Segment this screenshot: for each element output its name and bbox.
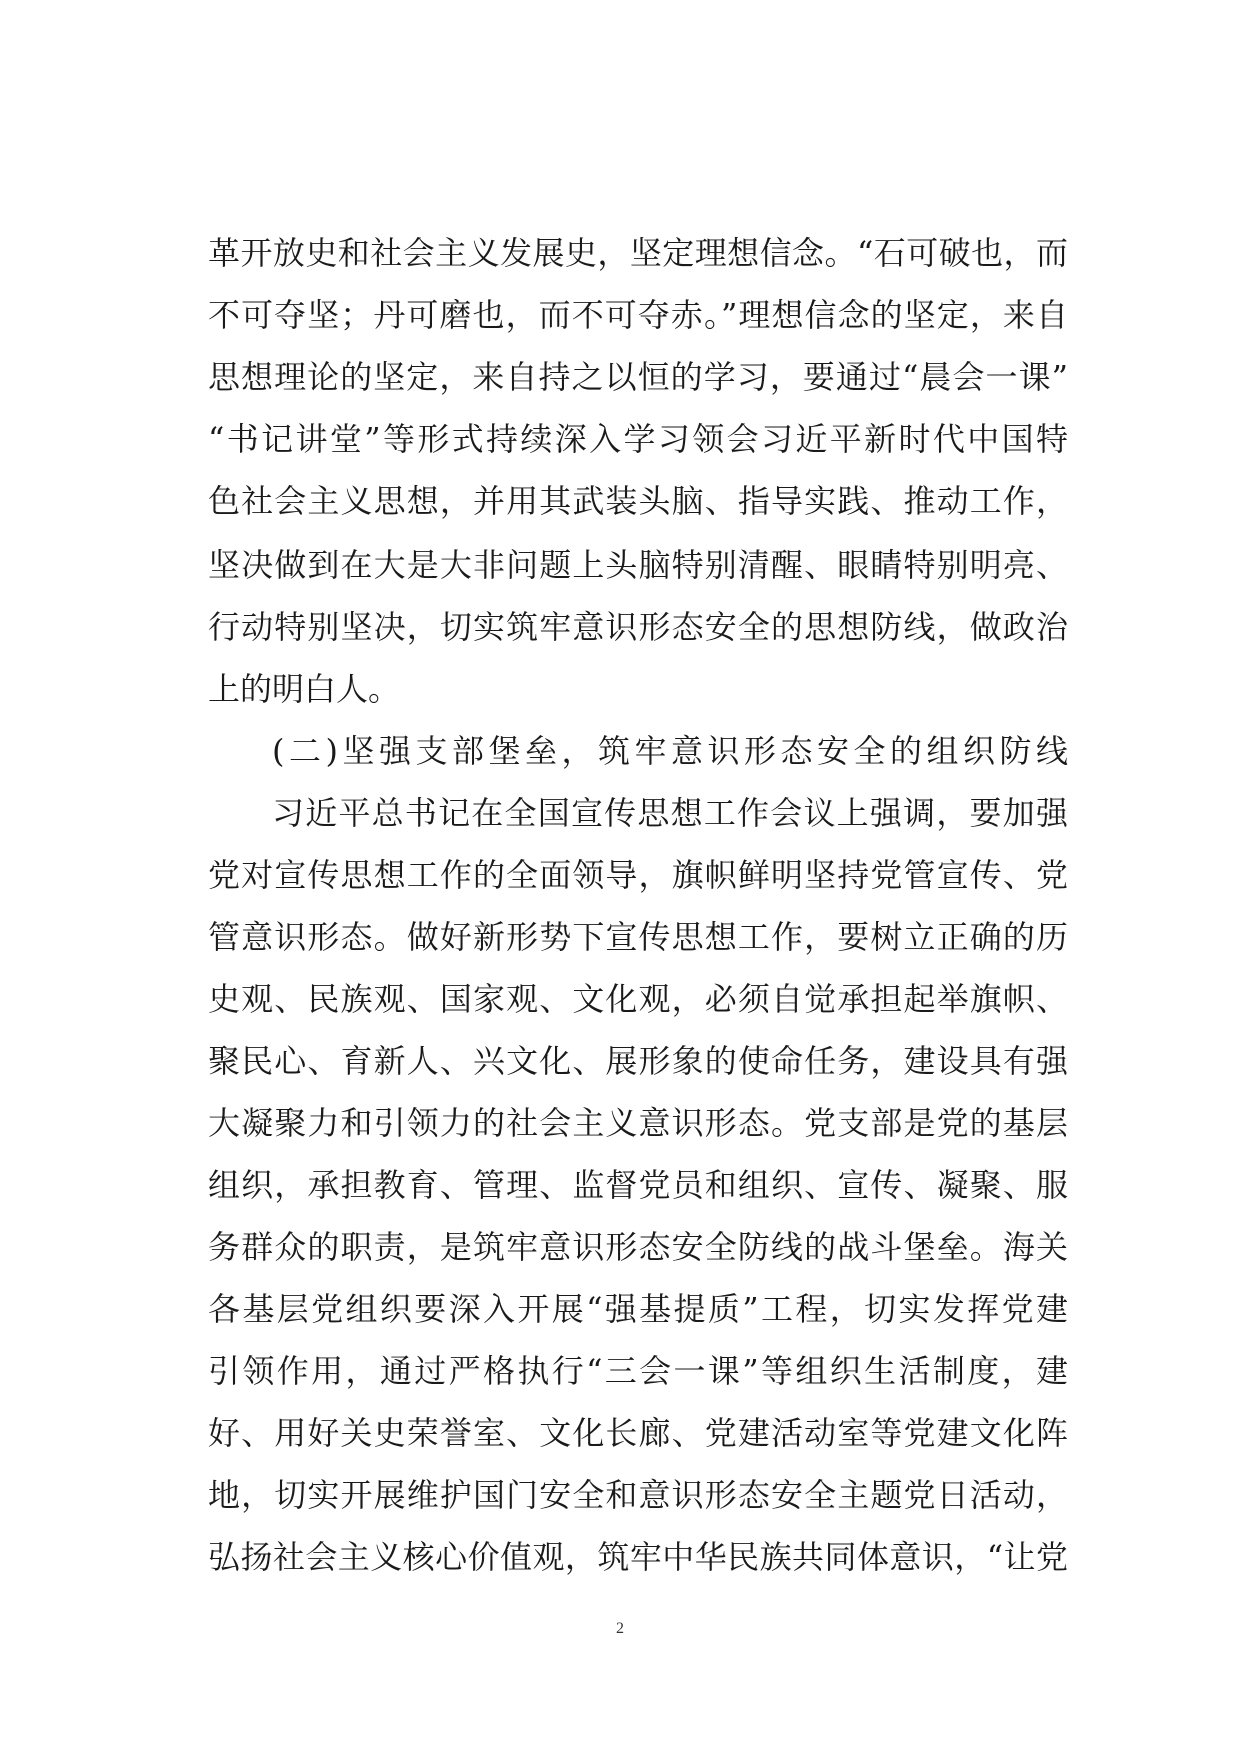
paragraph2-line-12: 地，切实开展维护国门安全和意识形态安全主题党日活动， bbox=[208, 1476, 1068, 1514]
paragraph2-line-2: 党对宣传思想工作的全面领导，旗帜鲜明坚持党管宣传、党 bbox=[208, 856, 1068, 894]
paragraph1-line-3: 思想理论的坚定，来自持之以恒的学习，要通过“晨会一课” bbox=[208, 358, 1068, 396]
paragraph2-line-4: 史观、民族观、国家观、文化观，必须自觉承担起举旗帜、 bbox=[208, 980, 1068, 1018]
paragraph2-line-1: 习近平总书记在全国宣传思想工作会议上强调，要加强 bbox=[272, 794, 1068, 832]
paragraph2-line-8: 务群众的职责，是筑牢意识形态安全防线的战斗堡垒。海关 bbox=[208, 1228, 1068, 1266]
paragraph2-line-11: 好、用好关史荣誉室、文化长廊、党建活动室等党建文化阵 bbox=[208, 1414, 1068, 1452]
paragraph2-line-9: 各基层党组织要深入开展“强基提质”工程，切实发挥党建 bbox=[208, 1290, 1068, 1328]
paragraph2-line-3: 管意识形态。做好新形势下宣传思想工作，要树立正确的历 bbox=[208, 918, 1068, 956]
section-heading: (二)坚强支部堡垒，筑牢意识形态安全的组织防线 bbox=[272, 732, 1068, 770]
paragraph1-line-8: 上的明白人。 bbox=[208, 670, 401, 708]
paragraph1-line-1: 革开放史和社会主义发展史，坚定理想信念。“石可破也，而 bbox=[208, 234, 1068, 272]
paragraph2-line-13: 弘扬社会主义核心价值观，筑牢中华民族共同体意识，“让党 bbox=[208, 1538, 1068, 1576]
paragraph2-line-5: 聚民心、育新人、兴文化、展形象的使命任务，建设具有强 bbox=[208, 1042, 1068, 1080]
paragraph1-line-6: 坚决做到在大是大非问题上头脑特别清醒、眼睛特别明亮、 bbox=[208, 546, 1068, 584]
paragraph2-line-6: 大凝聚力和引领力的社会主义意识形态。党支部是党的基层 bbox=[208, 1104, 1068, 1142]
paragraph1-line-4: “书记讲堂”等形式持续深入学习领会习近平新时代中国特 bbox=[208, 420, 1068, 458]
paragraph1-line-7: 行动特别坚决，切实筑牢意识形态安全的思想防线，做政治 bbox=[208, 608, 1068, 646]
paragraph2-line-10: 引领作用，通过严格执行“三会一课”等组织生活制度，建 bbox=[208, 1352, 1068, 1390]
paragraph1-line-2: 不可夺坚；丹可磨也，而不可夺赤。”理想信念的坚定，来自 bbox=[208, 296, 1068, 334]
paragraph2-line-7: 组织，承担教育、管理、监督党员和组织、宣传、凝聚、服 bbox=[208, 1166, 1068, 1204]
paragraph1-line-5: 色社会主义思想，并用其武装头脑、指导实践、推动工作， bbox=[208, 482, 1068, 520]
page-number: 2 bbox=[616, 1620, 624, 1637]
